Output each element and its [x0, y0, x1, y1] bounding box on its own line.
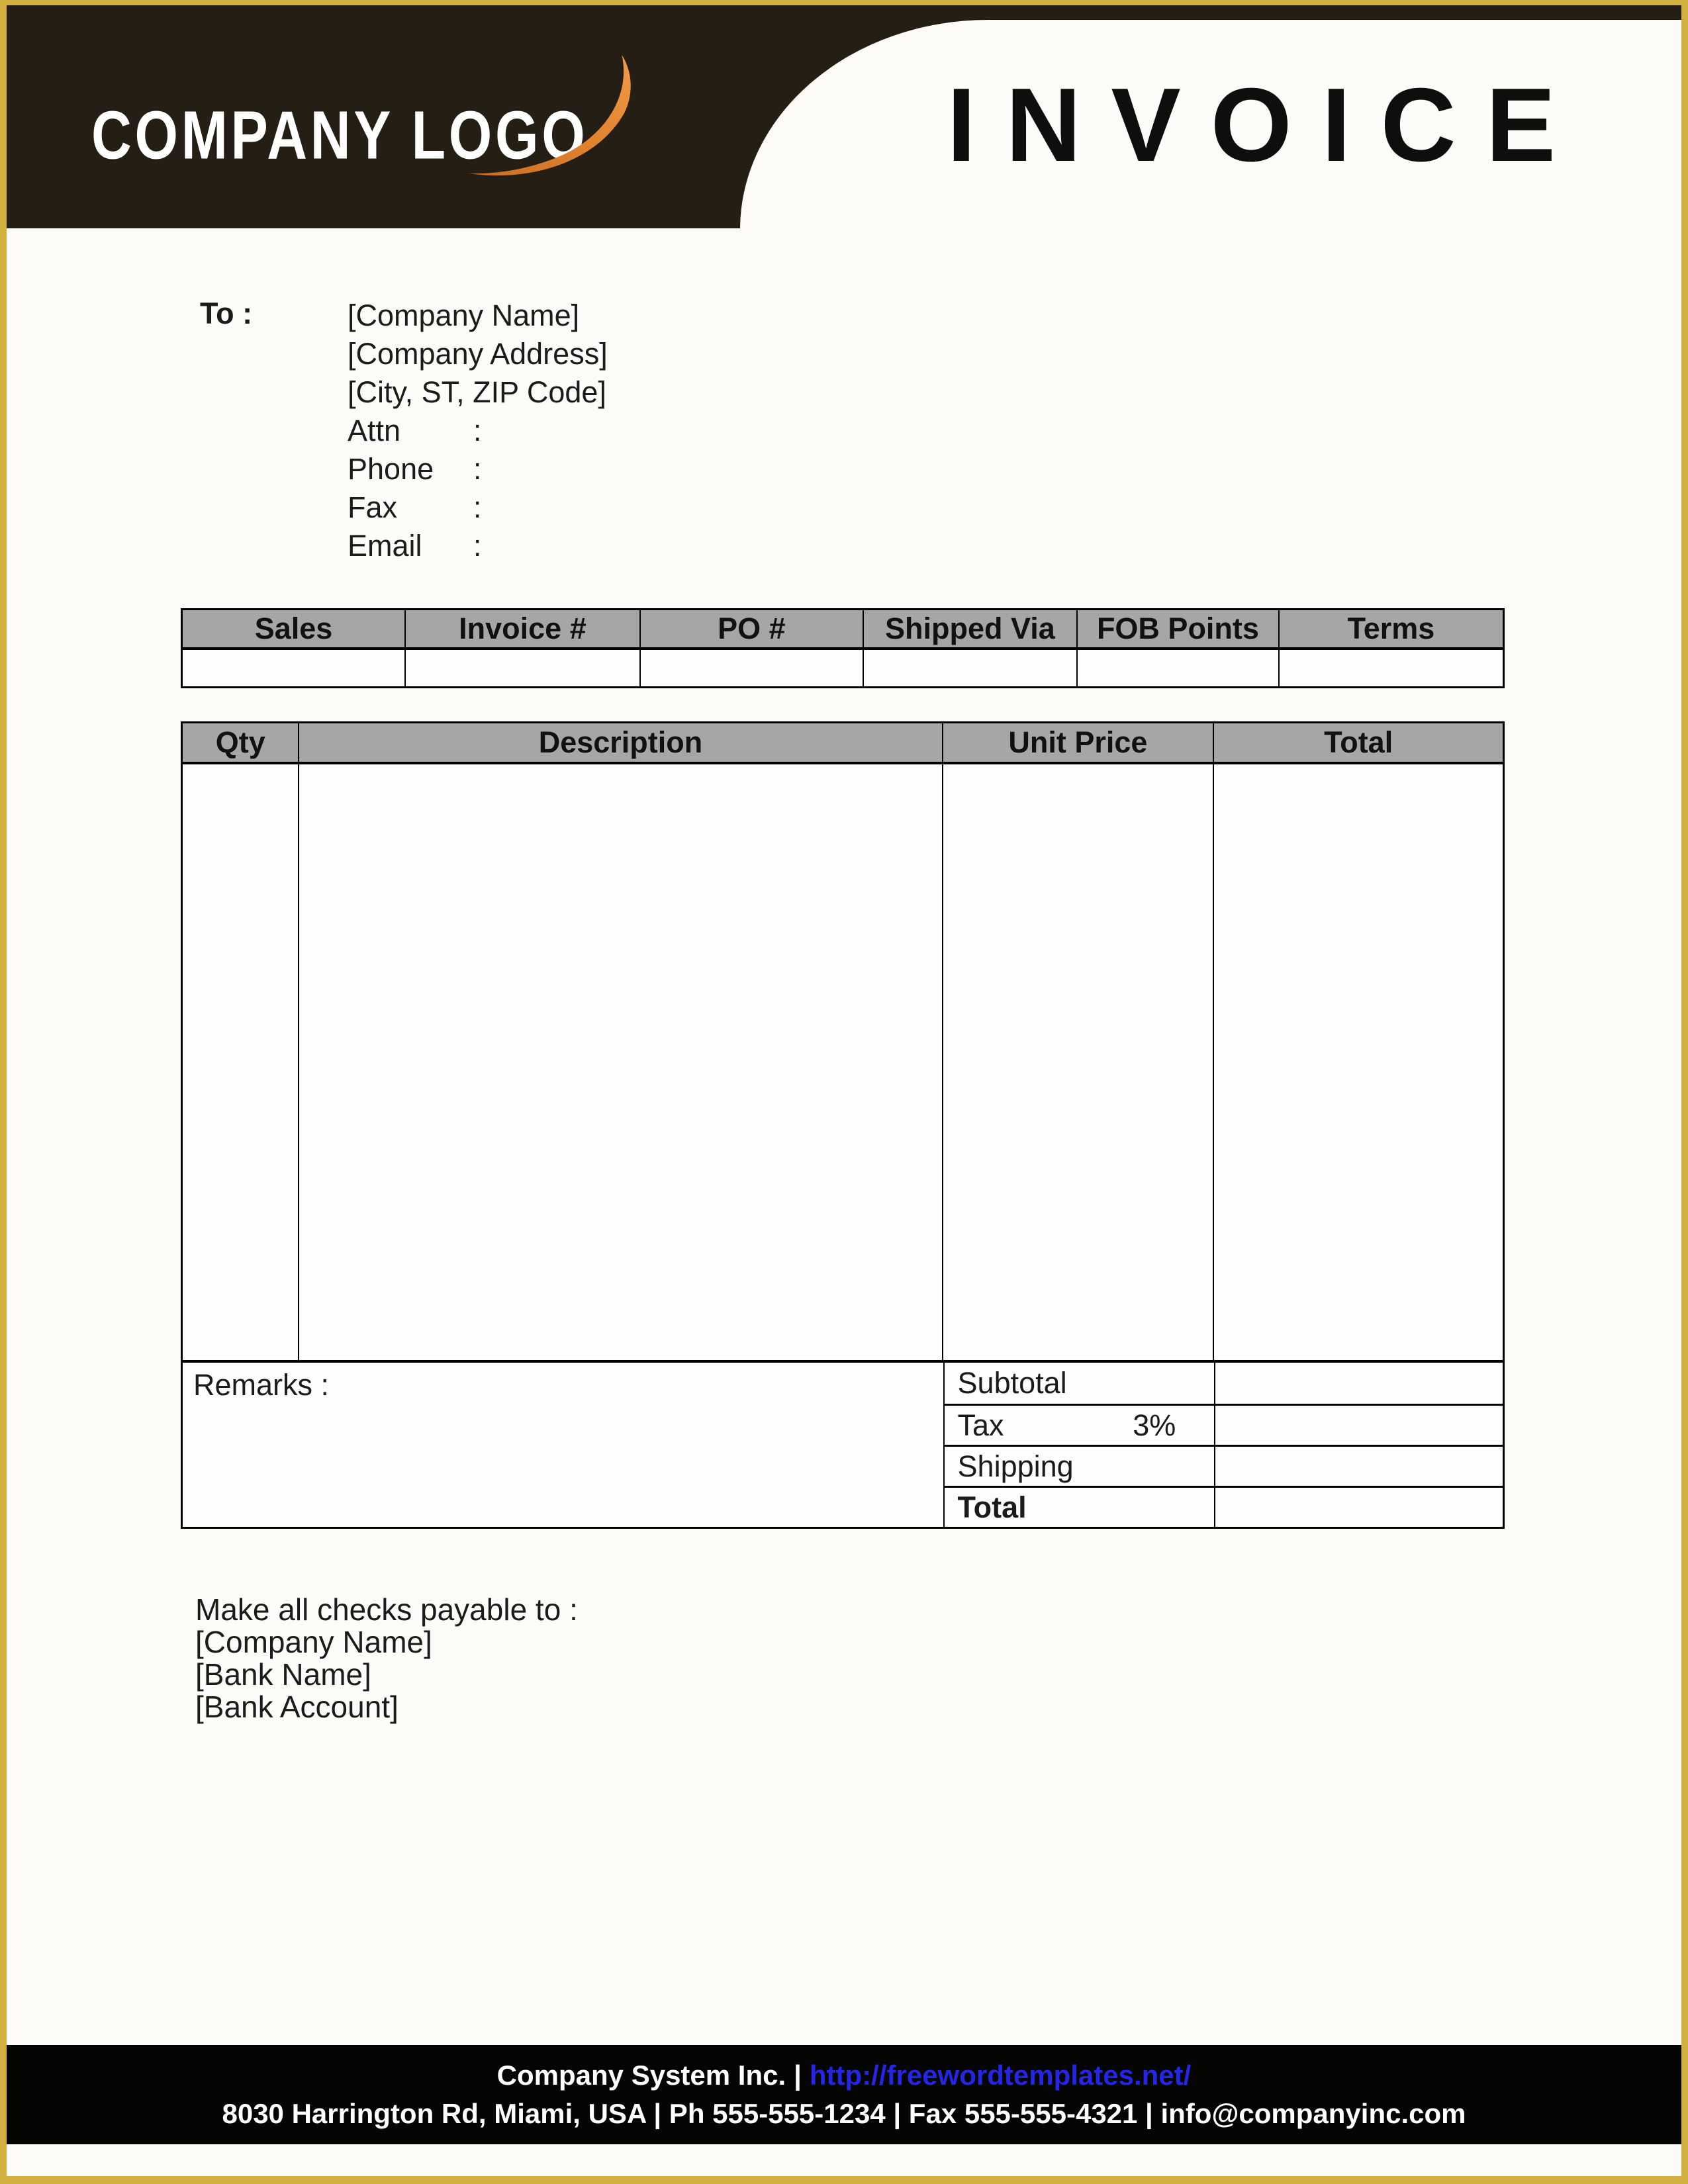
shipping-label-cell: [943, 1445, 1215, 1486]
footer-separator: |: [794, 2059, 802, 2091]
bill-to-company-address[interactable]: [Company Address]: [348, 337, 608, 371]
sales-info-header-row: [183, 610, 1503, 650]
subtotal-value-cell[interactable]: [1214, 1363, 1503, 1404]
shipping-label: Shipping: [957, 1449, 1074, 1483]
sales-info-value-row: [183, 650, 1503, 686]
footer-address-line: 8030 Harrington Rd, Miami, USA | Ph 555-555-1234 | Fax 555-555-4321 | info@companyinc.com: [222, 2098, 1466, 2129]
logo-swoosh-icon: [460, 50, 649, 186]
company-logo-text: COMPANY LOGO: [91, 97, 588, 173]
invoice-title-panel: [740, 20, 1681, 228]
summary-section: [183, 1360, 1503, 1527]
attn-separator: :: [473, 414, 482, 447]
grand-total-label: Total: [957, 1490, 1027, 1524]
line-items-table: [181, 721, 1505, 1529]
items-body-area: [183, 764, 1503, 1360]
sales-header-sales: Sales: [183, 610, 406, 647]
checks-payable-label: Make all checks payable to :: [195, 1592, 578, 1627]
bill-to-city-line[interactable]: [City, ST, ZIP Code]: [348, 375, 606, 409]
email-separator: :: [473, 529, 482, 563]
email-field: [348, 527, 608, 565]
bill-to-company-name[interactable]: [Company Name]: [348, 298, 580, 332]
sales-value-terms[interactable]: [1280, 650, 1503, 686]
tax-rate: 3%: [1133, 1408, 1176, 1442]
grand-total-label-cell: [943, 1486, 1215, 1527]
payment-info-block: [195, 1594, 578, 1723]
tax-value-cell[interactable]: [1214, 1404, 1503, 1445]
phone-field: [348, 450, 608, 488]
tax-label: Tax: [957, 1408, 1004, 1442]
items-header-total: Total: [1324, 725, 1393, 759]
footer-company-name: Company System Inc.: [496, 2059, 786, 2091]
sales-header-fob-points: FOB Points: [1078, 610, 1280, 647]
sales-info-table: [181, 608, 1505, 688]
sales-value-shipped-via[interactable]: [864, 650, 1078, 686]
phone-label: Phone: [348, 452, 434, 486]
sales-header-shipped-via: Shipped Via: [864, 610, 1078, 647]
qty-column-area[interactable]: [183, 764, 299, 1360]
footer-band: [7, 2045, 1681, 2144]
page-title: INVOICE: [947, 66, 1585, 183]
fax-field: [348, 488, 608, 527]
remarks-label: Remarks :: [193, 1368, 330, 1402]
subtotal-label: Subtotal: [957, 1366, 1067, 1400]
phone-separator: :: [473, 452, 482, 486]
subtotal-label-cell: [943, 1363, 1215, 1404]
bill-to-label: To :: [200, 296, 253, 330]
sales-header-invoice-number: Invoice #: [406, 610, 641, 647]
sales-header-terms: Terms: [1347, 612, 1435, 645]
items-header-qty: Qty: [183, 723, 299, 762]
remarks-cell[interactable]: [183, 1363, 943, 1527]
footer-website-link[interactable]: http://freewordtemplates.net/: [809, 2059, 1192, 2091]
attn-label: Attn: [348, 414, 401, 447]
sales-header-po-number: PO #: [641, 610, 864, 647]
grand-total-value-cell[interactable]: [1214, 1486, 1503, 1527]
total-column-area[interactable]: [1214, 764, 1503, 1360]
masthead-band: [7, 5, 1681, 228]
items-header-unit-price: Unit Price: [943, 723, 1215, 762]
sales-value-sales[interactable]: [183, 650, 406, 686]
email-label: Email: [348, 529, 422, 563]
sales-value-po-number[interactable]: [641, 650, 864, 686]
sales-value-fob-points[interactable]: [1078, 650, 1280, 686]
attn-field: [348, 412, 608, 450]
payee-bank-name: [Bank Name]: [195, 1657, 371, 1692]
tax-label-cell: [943, 1404, 1215, 1445]
fax-label: Fax: [348, 490, 398, 524]
items-header-row: [183, 723, 1503, 764]
footer-company-line: [497, 2059, 1192, 2092]
unit-price-column-area[interactable]: [943, 764, 1215, 1360]
shipping-value-cell[interactable]: [1214, 1445, 1503, 1486]
bill-to-block: [348, 296, 608, 565]
sales-value-invoice-number[interactable]: [406, 650, 641, 686]
items-header-description: Description: [299, 723, 943, 762]
payee-bank-account: [Bank Account]: [195, 1690, 399, 1724]
description-column-area[interactable]: [299, 764, 943, 1360]
payee-company-name: [Company Name]: [195, 1625, 432, 1659]
fax-separator: :: [473, 490, 482, 524]
